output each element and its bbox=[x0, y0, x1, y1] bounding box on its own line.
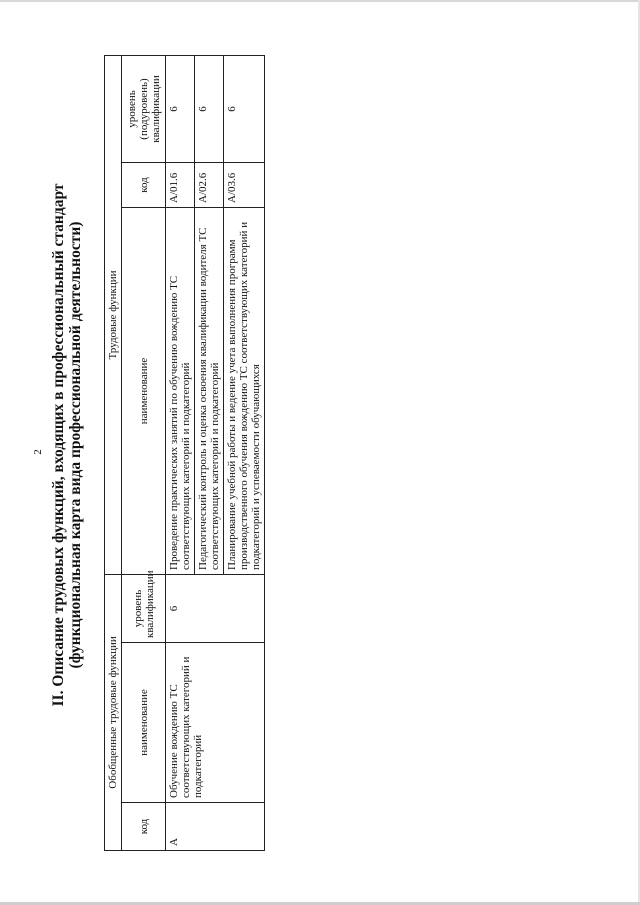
header-code: код bbox=[122, 803, 166, 851]
title-line-1: II. Описание трудовых функций, входящих в профессиональный стандарт bbox=[50, 183, 67, 707]
header-function-code: код bbox=[122, 162, 166, 207]
header-level: уровень квалификации bbox=[122, 574, 166, 642]
function-level: 6 bbox=[224, 55, 265, 162]
function-code: A/02.6 bbox=[195, 162, 224, 207]
function-name: Проведение практических занятий по обучению вождению ТС соответствующих категорий и подкатегорий bbox=[166, 207, 195, 574]
function-code: A/03.6 bbox=[224, 162, 265, 207]
header-function-name: наименование bbox=[122, 207, 166, 574]
header-sub-row bbox=[122, 55, 166, 850]
function-name: Планирование учебной работы и ведение учета выполнения программ производственного обучения вождению ТС соответствующих категорий и подкатегорий и успеваемости обучающихся bbox=[224, 207, 265, 574]
page-number: 2 bbox=[32, 449, 44, 455]
header-sublevel: уровень (подуровень) квалификации bbox=[122, 55, 166, 162]
section-title bbox=[50, 85, 84, 805]
function-level: 6 bbox=[195, 55, 224, 162]
functional-map-table bbox=[104, 55, 265, 851]
function-code: A/01.6 bbox=[166, 162, 195, 207]
generalized-code: A bbox=[166, 803, 265, 851]
generalized-level: 6 bbox=[166, 574, 265, 642]
function-name: Педагогический контроль и оценка освоения квалификации водителя ТС соответствующих категорий и подкатегорий bbox=[195, 207, 224, 574]
generalized-name: Обучение вождению ТС соответствующих категорий и подкатегорий bbox=[166, 643, 265, 803]
function-level: 6 bbox=[166, 55, 195, 162]
header-name: наименование bbox=[122, 643, 166, 803]
title-line-2: (функциональная карта вида профессиональной деятельности) bbox=[67, 221, 84, 669]
table-row bbox=[166, 55, 195, 850]
header-group-row bbox=[105, 55, 122, 850]
header-generalized-functions: Обобщенные трудовые функции bbox=[105, 574, 122, 850]
header-labor-functions: Трудовые функции bbox=[105, 55, 122, 574]
